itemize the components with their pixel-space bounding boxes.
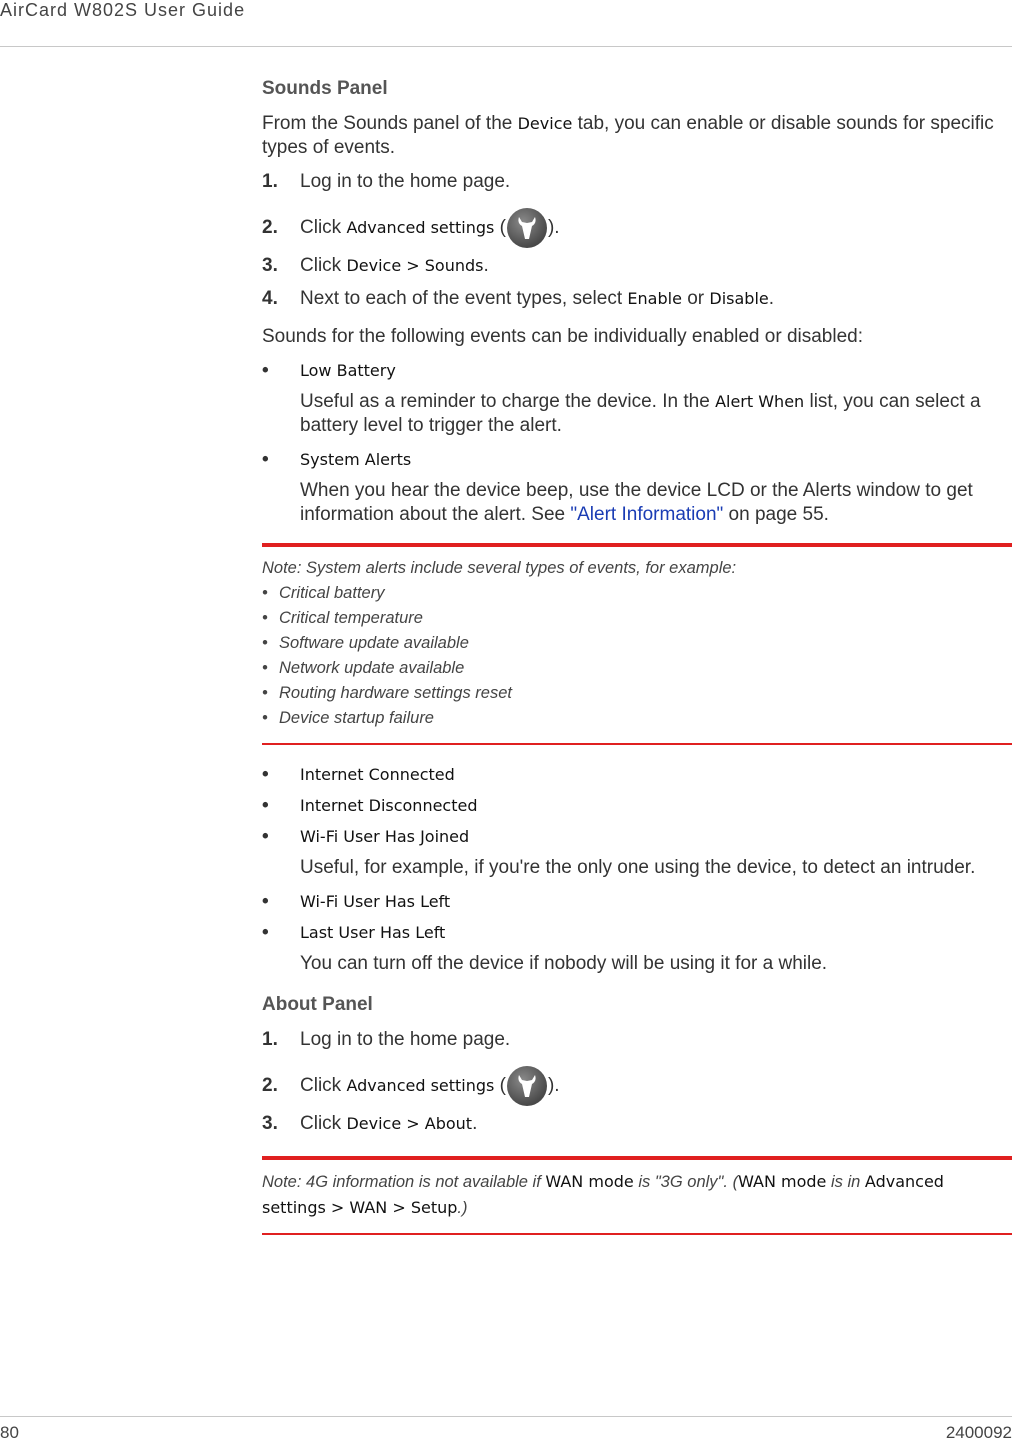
event-name: Internet Connected	[300, 765, 455, 784]
note-bullet: •	[262, 634, 268, 652]
sounds-step-4	[262, 287, 1012, 311]
about-step-1	[262, 1028, 1012, 1052]
note-bullet: •	[262, 609, 268, 627]
period: .	[768, 288, 775, 309]
or-text: or	[681, 288, 710, 309]
note-bullet: •	[262, 584, 268, 602]
events-intro: Sounds for the following events can be individually enabled or disabled:	[262, 326, 864, 347]
wrench-icon	[507, 208, 547, 248]
note-item	[262, 581, 1012, 606]
paren-close: ).	[547, 1075, 560, 1097]
bullet: •	[262, 891, 269, 912]
intro-text-end: tab, you can enable or disable sounds for specific types of events.	[262, 113, 994, 158]
sounds-panel-heading: Sounds Panel	[262, 78, 388, 99]
click-text: Click	[300, 1113, 347, 1134]
step-text	[300, 1066, 560, 1106]
wan-mode-term: WAN mode	[545, 1172, 634, 1191]
disable-term: Disable	[709, 289, 769, 308]
step-text: Log in to the home page.	[300, 1029, 511, 1050]
step-text-start: Next to each of the event types, select	[300, 288, 628, 309]
step-text	[300, 254, 489, 278]
bullet: •	[262, 360, 269, 381]
desc-text: When you hear the device beep, use the device LCD or the Alerts window to get information about the alert. See	[300, 480, 973, 525]
enable-term: Enable	[627, 289, 682, 308]
event-last-user-left	[262, 921, 1012, 945]
sounds-step-3	[262, 254, 1012, 278]
event-internet-connected	[262, 763, 1012, 787]
system-alerts-description	[262, 479, 1012, 527]
bullet: •	[262, 795, 269, 816]
advanced-settings-term: Advanced settings	[346, 218, 495, 238]
event-name: Wi-Fi User Has Left	[300, 892, 451, 911]
about-step-3	[262, 1112, 1012, 1136]
step-number: 2.	[262, 1075, 278, 1096]
period: .	[472, 1113, 478, 1134]
event-name: System Alerts	[300, 450, 412, 469]
bullet: •	[262, 449, 269, 470]
system-alerts-note	[262, 543, 1012, 745]
sounds-step-2	[262, 208, 1012, 248]
note-bullet: •	[262, 659, 268, 677]
note-item-text: Critical battery	[279, 584, 385, 602]
device-about-term: Device > About	[346, 1114, 473, 1133]
desc-text: Useful as a reminder to charge the device. In the	[300, 391, 716, 412]
wrench-icon	[507, 1066, 547, 1106]
low-battery-description	[262, 390, 1012, 438]
desc-text-end: on page 55.	[723, 504, 829, 525]
alert-information-link[interactable]: "Alert Information"	[570, 504, 724, 525]
event-name: Internet Disconnected	[300, 796, 478, 815]
paren-open: (	[494, 217, 506, 239]
event-wifi-user-joined	[262, 825, 1012, 849]
wifi-joined-description: Useful, for example, if you're the only one using the device, to detect an intruder.	[300, 857, 976, 878]
click-text: Click	[300, 1075, 347, 1097]
step-text	[300, 287, 774, 311]
page-number: 80	[0, 1423, 19, 1442]
advanced-settings-term: Advanced settings	[346, 1076, 495, 1096]
period: .	[483, 255, 489, 276]
step-text	[300, 208, 560, 248]
sounds-step-1	[262, 170, 1012, 194]
note-item-text: Critical temperature	[279, 609, 423, 627]
click-text: Click	[300, 217, 347, 239]
device-tab-term: Device	[517, 114, 573, 133]
note-item	[262, 706, 1012, 731]
paren-open: (	[494, 1075, 506, 1097]
note-bullet: •	[262, 709, 268, 727]
wan-mode-term: WAN mode	[738, 1172, 827, 1191]
note-text: .)	[457, 1199, 468, 1217]
wan-mode-note	[262, 1156, 1012, 1235]
page-header-title: AirCard W802S User Guide	[0, 0, 246, 20]
device-sounds-term: Device > Sounds	[346, 256, 484, 275]
wan-setup-path-term: Advanced settings > WAN > Setup	[262, 1172, 944, 1217]
note-item-text: Routing hardware settings reset	[279, 684, 512, 702]
event-low-battery	[262, 359, 1012, 383]
document-number: 2400092	[945, 1423, 1012, 1442]
step-number: 3.	[262, 255, 278, 276]
event-wifi-user-left	[262, 890, 1012, 914]
about-panel-heading: About Panel	[262, 994, 373, 1015]
footer-divider	[0, 1416, 1012, 1417]
note-text: Note: 4G information is not available if	[262, 1173, 546, 1191]
step-text: Log in to the home page.	[300, 171, 511, 192]
click-text: Click	[300, 255, 347, 276]
note-item	[262, 681, 1012, 706]
bullet: •	[262, 826, 269, 847]
last-user-left-description: You can turn off the device if nobody will be using it for a while.	[300, 953, 828, 974]
step-text	[300, 1112, 477, 1136]
event-system-alerts	[262, 448, 1012, 472]
event-name: Wi-Fi User Has Joined	[300, 827, 470, 846]
note-item-text: Device startup failure	[279, 709, 434, 727]
bullet: •	[262, 922, 269, 943]
note-text: is "3G only". (	[633, 1173, 739, 1191]
step-number: 2.	[262, 217, 278, 238]
about-step-2	[262, 1066, 1012, 1106]
intro-text: From the Sounds panel of the	[262, 113, 518, 134]
note-item	[262, 606, 1012, 631]
desc-text-end: list, you can select a battery level to trigger the alert.	[300, 391, 981, 436]
bullet: •	[262, 764, 269, 785]
event-name: Low Battery	[300, 361, 396, 380]
alert-when-term: Alert When	[715, 392, 805, 411]
step-number: 3.	[262, 1113, 278, 1134]
event-internet-disconnected	[262, 794, 1012, 818]
note-intro: Note: System alerts include several types of events, for example:	[262, 559, 737, 577]
note-text: is in	[826, 1173, 865, 1191]
main-content	[262, 78, 1012, 1253]
header-divider	[0, 46, 1012, 47]
note-item	[262, 656, 1012, 681]
step-number: 1.	[262, 171, 278, 192]
note-bullet: •	[262, 684, 268, 702]
paren-close: ).	[547, 217, 560, 239]
note-item	[262, 631, 1012, 656]
note-item-text: Network update available	[279, 659, 465, 677]
step-number: 4.	[262, 288, 278, 309]
event-name: Last User Has Left	[300, 923, 446, 942]
note-item-text: Software update available	[279, 634, 469, 652]
step-number: 1.	[262, 1029, 278, 1050]
sounds-intro	[262, 112, 1012, 160]
